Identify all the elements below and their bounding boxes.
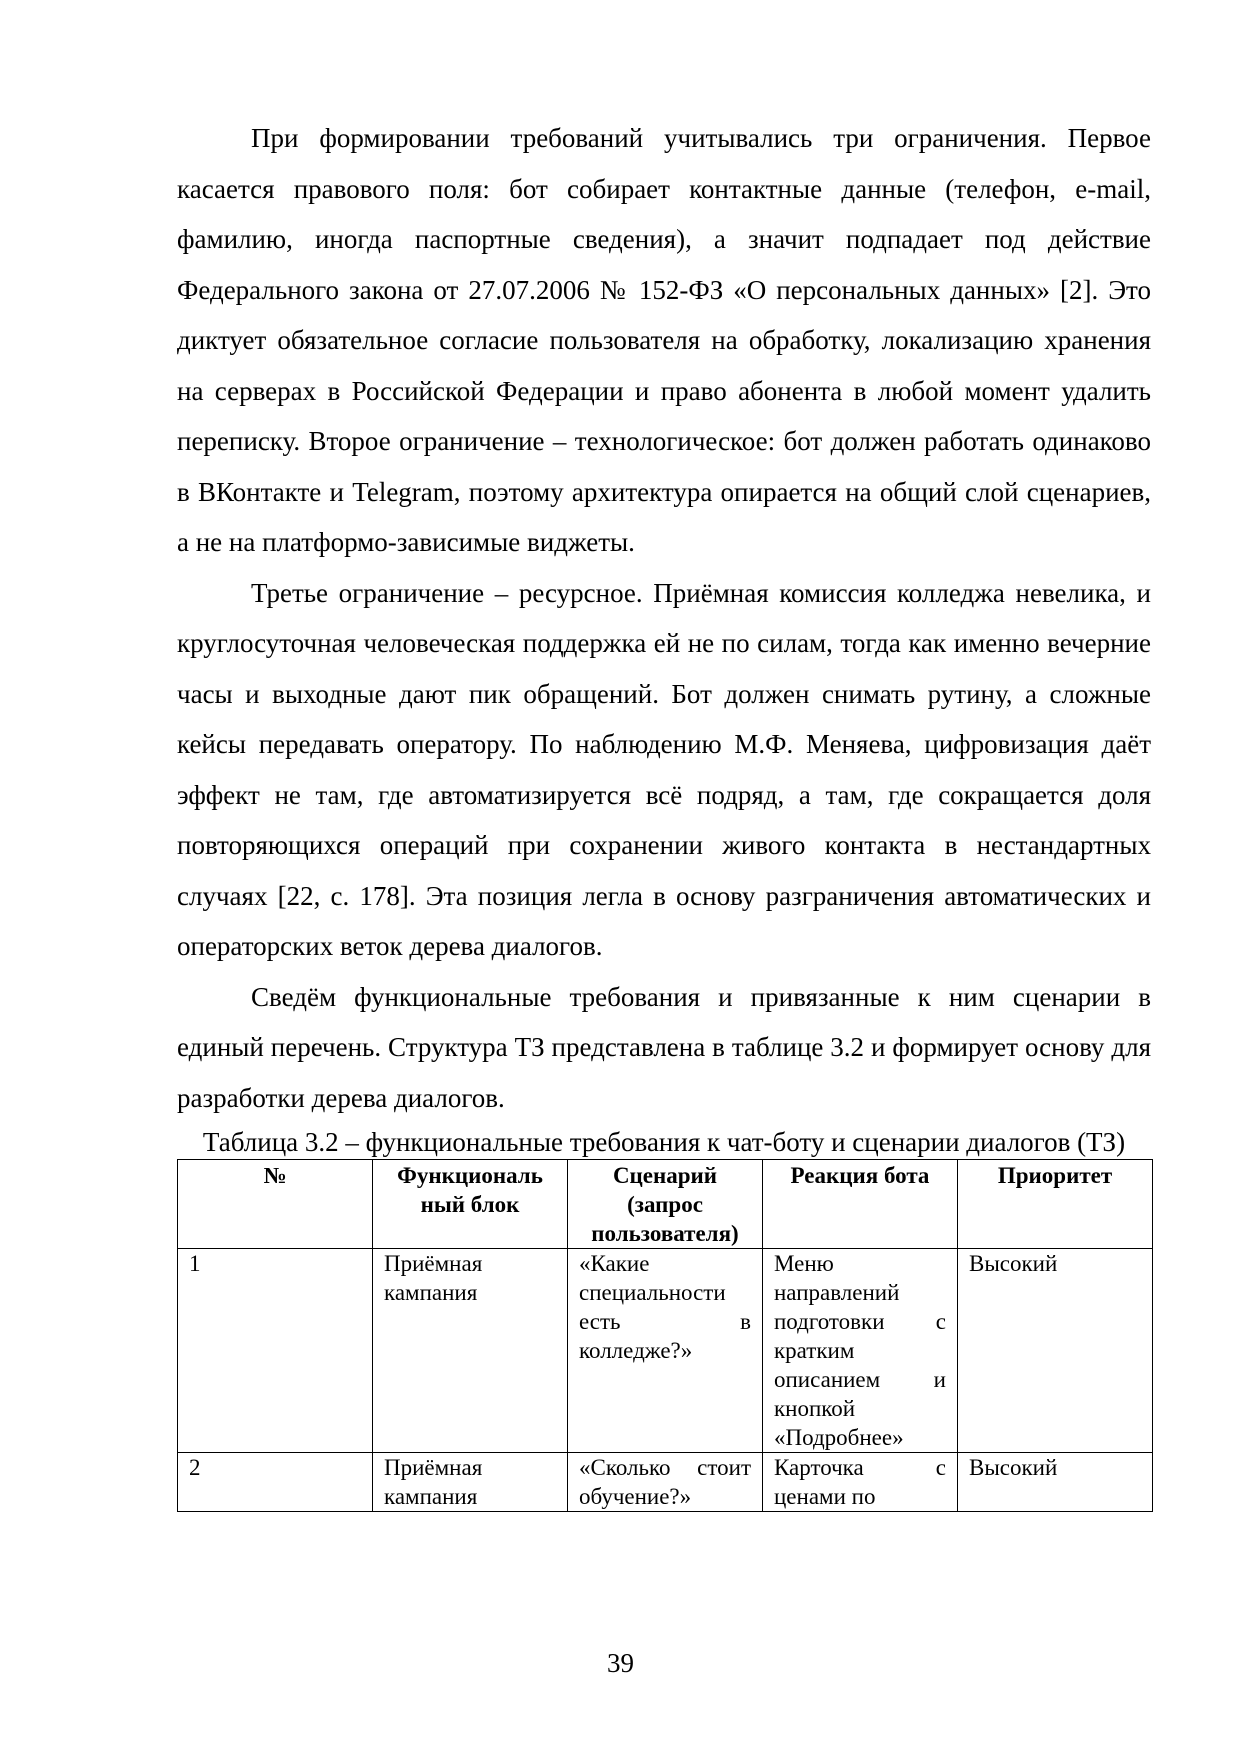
table-row xyxy=(178,1453,1153,1512)
paragraph-resource-constraint: Третье ограничение – ресурсное. Приёмная комиссия колледжа невелика, и круглосуточная человеческая поддержка ей не по силам, тогда как именно вечерние часы и выходные дают пик обращений. Бот должен снимать рутину, а сложные кейсы передавать оператору. По наблюдению М.Ф. Меняева, цифровизация даёт эффект не там, где автоматизируется всё подряд, а там, где сокращается доля повторяющихся операций при сохранении живого контакта в нестандартных случаях [22, с. 178]. Эта позиция легла в основу разграничения автоматических и операторских веток дерева диалогов. xyxy=(177,577,1151,961)
header-bot-reaction: Реакция бота xyxy=(763,1160,958,1249)
cell-scenario: «Сколько стоит обучение?» xyxy=(568,1453,763,1512)
cell-priority: Высокий xyxy=(958,1453,1153,1512)
paragraph-constraints: При формировании требований учитывались три ограничения. Первое касается правового поля: бот собирает контактные данные (телефон, e-mail, фамилию, иногда паспортные сведения), а значит подпадает под действие Федерального закона от 27.07.2006 № 152-ФЗ «О персональных данных» [2]. Это диктует обязательное согласие пользователя на обработку, локализацию хранения на серверах в Российской Федерации и право абонента в любой момент удалить переписку. Второе ограничение – технологическое: бот должен работать одинаково в ВКонтакте и Telegram, поэтому архитектура опирается на общий слой сценариев, а не на платформо-зависимые виджеты. xyxy=(177,123,1151,557)
cell-bot-reaction: Меню направлений подготовки с кратким описанием и кнопкой «Подробнее» xyxy=(763,1249,958,1453)
cell-priority: Высокий xyxy=(958,1249,1153,1453)
header-priority: Приоритет xyxy=(958,1160,1153,1249)
cell-number: 1 xyxy=(178,1249,373,1453)
cell-functional-block: Приёмная кампания xyxy=(373,1453,568,1512)
paragraph-summary: Сведём функциональные требования и привязанные к ним сценарии в единый перечень. Структура ТЗ представлена в таблице 3.2 и формирует основу для разработки дерева диалогов. xyxy=(177,981,1151,1113)
table-row xyxy=(178,1249,1153,1453)
header-number: № xyxy=(178,1160,373,1249)
header-scenario: Сценарий (запрос пользователя) xyxy=(568,1160,763,1249)
cell-functional-block: Приёмная кампания xyxy=(373,1249,568,1453)
page-number: 39 xyxy=(607,1648,634,1678)
cell-bot-reaction: Карточка с ценами по xyxy=(763,1453,958,1512)
table-header-row xyxy=(178,1160,1153,1249)
table-caption: Таблица 3.2 – функциональные требования к чат-боту и сценарии диалогов (ТЗ) xyxy=(202,1127,1126,1157)
header-functional-block: Функциональ ный блок xyxy=(373,1160,568,1249)
requirements-table xyxy=(177,1159,1153,1512)
page-body xyxy=(177,113,1151,1512)
cell-number: 2 xyxy=(178,1453,373,1512)
cell-scenario: «Какие специальности есть в колледже?» xyxy=(568,1249,763,1453)
